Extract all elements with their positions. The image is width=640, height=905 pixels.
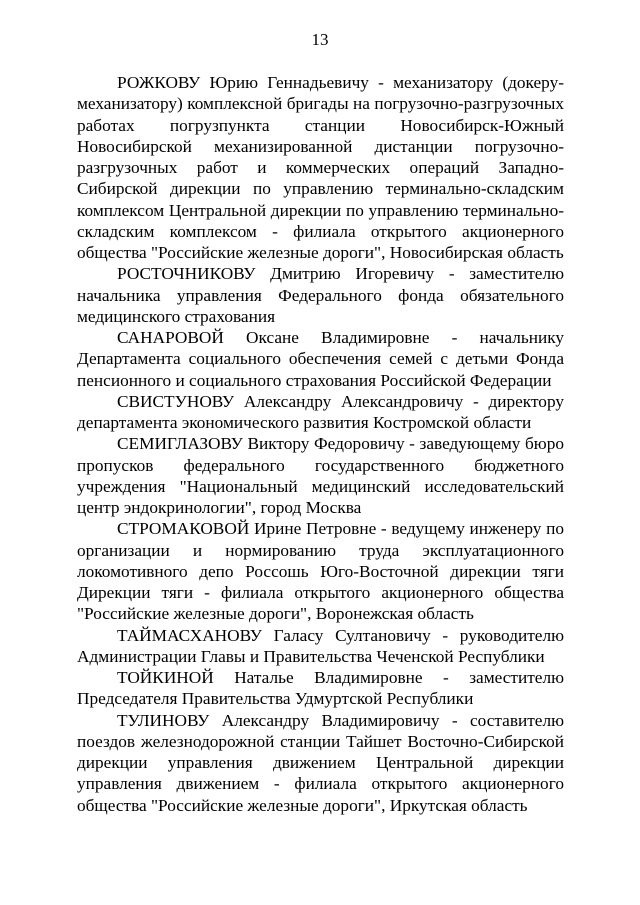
award-entry-sanarova: САНАРОВОЙ Оксане Владимировне - начальнику Департамента социального обеспечения семей с детьми Фонда пенсионного и социального страхования Российской Федерации [77,328,564,390]
award-entry-svistunov: СВИСТУНОВУ Александру Александровичу - директору департамента экономического развития Костромской области [77,391,564,432]
page-number: 13 [311,30,329,49]
award-entry-semiglazov: СЕМИГЛАЗОВУ Виктору Федоровичу - заведующему бюро пропусков федерального государственного бюджетного учреждения "Национальный медицинский исследовательский центр эндокринологии", город Москва [77,434,564,517]
document-body [77,72,564,816]
award-entry-rozhkov: РОЖКОВУ Юрию Геннадьевичу - механизатору (докеру-механизатору) комплексной бригады на погрузочно-разгрузочных работах погрузпункта станции Новосибирск-Южный Новосибирской механизированной дистанции погрузочно-разгрузочных работ и коммерческих операций Западно-Сибирской дирекции по управлению терминально-складским комплексом Центральной дирекции по управлению терминально-складским комплексом - филиала открытого акционерного общества "Российские железные дороги", Новосибирская область [77,73,564,262]
award-entry-tulinov: ТУЛИНОВУ Александру Владимировичу - составителю поездов железнодорожной станции Тайшет Восточно-Сибирской дирекции управления движением Центральной дирекции управления движением - филиала открытого акционерного общества "Российские железные дороги", Иркутская область [77,710,564,815]
award-entry-toykina: ТОЙКИНОЙ Наталье Владимировне - заместителю Председателя Правительства Удмуртской Республики [77,668,564,709]
award-entry-stromakova: СТРОМАКОВОЙ Ирине Петровне - ведущему инженеру по организации и нормированию труда эксплуатационного локомотивного депо Россошь Юго-Восточной дирекции тяги Дирекции тяги - филиала открытого акционерного общества "Российские железные дороги", Воронежская область [77,519,564,624]
award-entry-taymaskhanov: ТАЙМАСХАНОВУ Галасу Султановичу - руководителю Администрации Главы и Правительства Чеченской Республики [77,625,564,666]
award-entry-rostochnikov: РОСТОЧНИКОВУ Дмитрию Игоревичу - заместителю начальника управления Федерального фонда обязательного медицинского страхования [77,264,564,326]
